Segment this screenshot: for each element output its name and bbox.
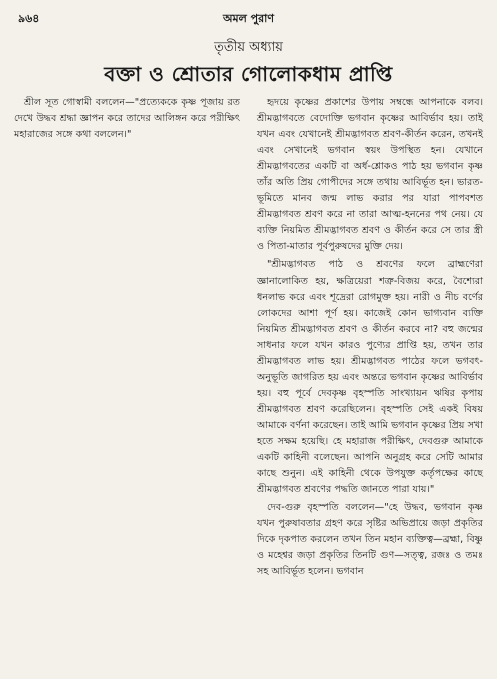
chapter-heading: তৃতীয় অধ্যায় xyxy=(214,40,283,55)
paragraph: হৃদয়ে কৃষ্ণের প্রকাশের উপায় সম্বন্ধে আপনাকে বলব। শ্রীমদ্ভাগবতে বেদোক্তি ভগবান কৃষ্ণের আবির্ভাব হয়। তাই যখন এবং যেখানেই শ্রীমদ্ভাগবত শ্রবণ-কীর্তন করেন, তখনই এবং সেখানেই ভগবান স্বয়ং উপস্থিত হন। যেখানে শ্রীমদ্ভাগবতের একটি বা অর্ধ-শ্লোকও পাঠ হয় ভগবান কৃষ্ণ তাঁর অতি প্রিয় গোপীদের সঙ্গে তথায় আবির্ভূত হন। ভারত-ভূমিতে মানব জন্ম লাভ করার পর যারা পাপবশত শ্রীমদ্ভাগবত শ্রবণ করে না তারা আত্ম-হননের পথ নেয়। যে ব্যক্তি নিয়মিত শ্রীমদ্ভাগবত শ্রবণ ও কীর্তন করে সে তার স্ত্রী ও পিতা-মাতার পূর্বপুরুষদের মুক্তি দেয়। xyxy=(257,97,483,253)
right-column xyxy=(257,95,483,580)
left-column xyxy=(14,95,240,143)
running-title: অমল পুরাণ xyxy=(222,12,275,25)
paragraph: "শ্রীমদ্ভাগবত পাঠ ও শ্রবণের ফলে ব্রাহ্মণেরা জ্ঞানালোকিত হয়, ক্ষত্রিয়েরা শত্রু-বিজয় করে, বৈশ্যেরা ধনলাভ করে এবং শূদ্রেরা রোগমুক্ত হয়। নারী ও নীচ বর্ণের লোকদের আশা পূর্ণ হয়। কাজেই কোন ভাগ্যবান ব্যক্তি নিয়মিত শ্রীমদ্ভাগবত শ্রবণ ও কীর্তন করবে না? বহু জন্মের সাধনার ফলে যখন কারও পুণ্যের প্রাপ্তি হয়, তখন তার শ্রীমদ্ভাগবত লাভ হয়। শ্রীমদ্ভাগবত পাঠের ফলে ভগবৎ-অনুভূতি জাগরিত হয় এবং অন্তরে ভগবান কৃষ্ণের আবির্ভাব হয়। বহু পূর্বে দেবকৃষ্ণ বৃহস্পতি সাংখ্যায়ন ঋষির কৃপায় শ্রীমদ্ভাগবত শ্রবণ করেছিলেন। বৃহস্পতি সেই একই বিষয় আমাকে বর্ণনা করেছেন। তাই আমি ভগবান কৃষ্ণের প্রিয় সখা হতে সক্ষম হয়েছি। হে মহারাজ পরীক্ষিৎ, দেবগুরু আমাকে একটি কাহিনী বলেছেন। আপনি অনুগ্রহ করে সেটি আমার কাছে শুনুন। এই কাহিনী থেকে উপযুক্ত কর্তৃপক্ষের কাছে শ্রীমদ্ভাগবত শ্রবণের পদ্ধতি জানতে পারা যায়।" xyxy=(257,259,483,496)
paragraph: শ্রীল সূত গোস্বামী বললেন—"প্রত্যেককে কৃষ্ণ পূজায় রত দেখে উদ্ধব শ্রদ্ধা জ্ঞাপন করে তাদের আলিঙ্গন করে পরীক্ষিৎ মহারাজের সঙ্গে কথা বললেন।" xyxy=(14,97,240,141)
paragraph: দেব-গুরু বৃহস্পতি বললেন—"হে উদ্ধব, ভগবান কৃষ্ণ যখন পুরুষাবতার গ্রহণ করে সৃষ্টির অভিপ্রায়ে জড়া প্রকৃতির দিকে দৃকপাত করলেন তখন তিন মহান ব্যক্তিত্ব—ব্রহ্মা, বিষ্ণু ও মহেশ্বর জড়া প্রকৃতির তিনটি গুণ—সত্ত্ব, রজঃ ও তমঃ সহ আবির্ভূত হলেন। ভগবান xyxy=(257,502,483,578)
page-number: ৯৬৪ xyxy=(18,12,40,25)
page-header xyxy=(18,10,479,28)
chapter-title: বক্তা ও শ্রোতার গোলোকধাম প্রাপ্তি xyxy=(104,62,393,86)
